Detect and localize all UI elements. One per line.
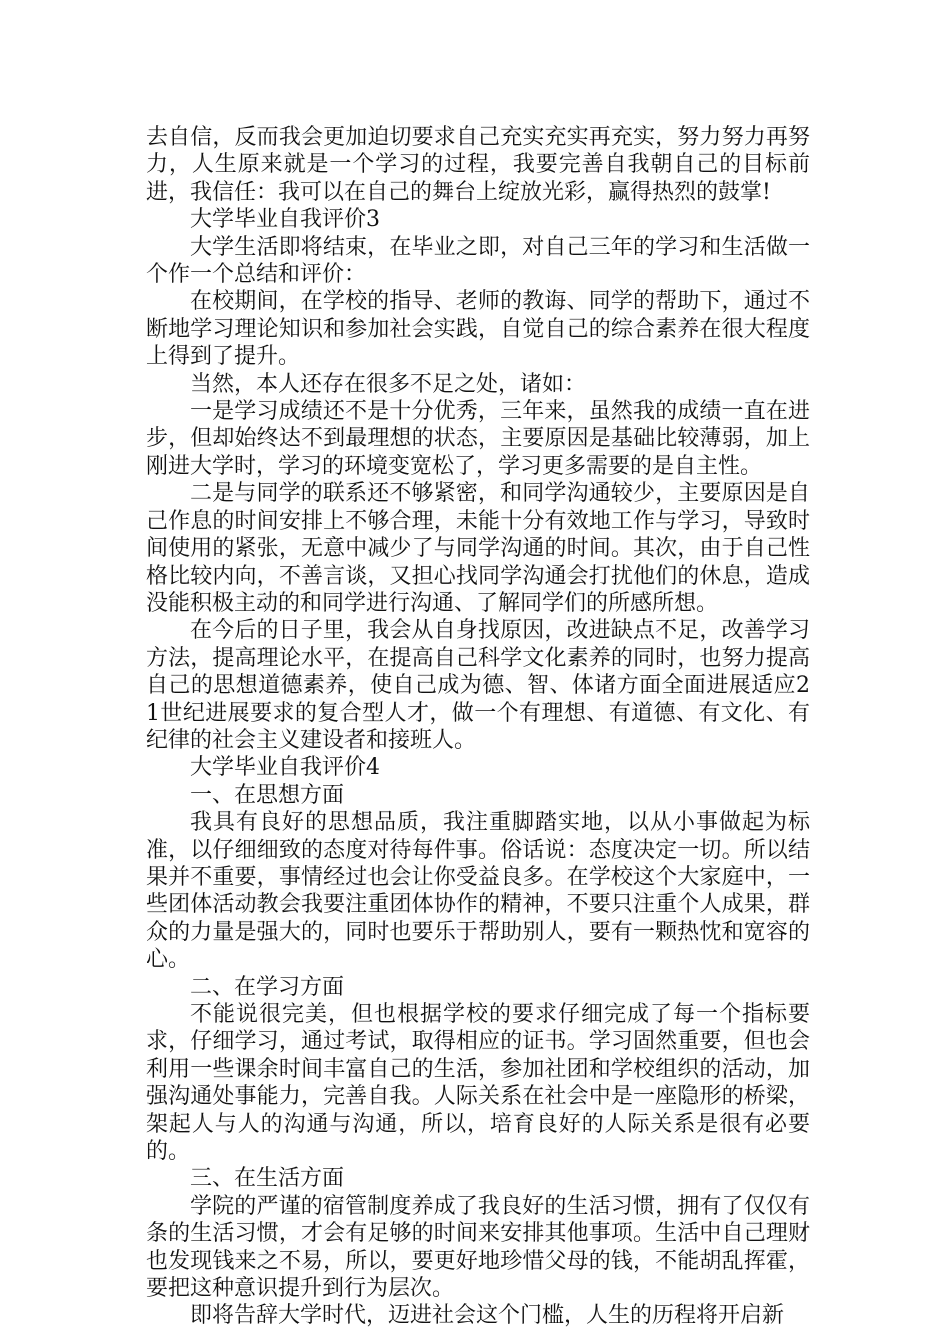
subsection-heading: 三、在生活方面 <box>190 1166 345 1192</box>
subsection-heading: 一、在思想方面 <box>190 782 345 808</box>
paragraph: 即将告辞大学时代，迈进社会这个门槛，人生的历程将开启新 <box>190 1303 785 1329</box>
paragraph: 不能说很完美，但也根据学校的要求仔细完成了每一个指标要求，仔细学习，通过考试，取得相应的证书。学习固然重要，但也会利用一些课余时间丰富自己的生活，参加社团和学校组织的活动，加强沟通处事能力，完善自我。人际关系在社会中是一座隐形的桥梁，架起人与人的沟通与沟通，所以，培育良好的人际关系是很有必要的。 <box>146 1002 810 1165</box>
subsection-heading: 二、在学习方面 <box>190 974 345 1000</box>
paragraph: 大学生活即将结束，在毕业之即，对自己三年的学习和生活做一个作一个总结和评价： <box>146 234 810 288</box>
paragraph: 当然，本人还存在很多不足之处，诸如： <box>190 371 587 397</box>
paragraph: 二是与同学的联系还不够紧密，和同学沟通较少，主要原因是自己作息的时间安排上不够合理，未能十分有效地工作与学习，导致时间使用的紧张，无意中减少了与同学沟通的时间。其次，由于自己性格比较内向，不善言谈，又担心找同学沟通会打扰他们的休息，造成没能积极主动的和同学进行沟通、了解同学们的所感所想。 <box>146 481 810 616</box>
paragraph: 我具有良好的思想品质，我注重脚踏实地，以从小事做起为标准，以仔细细致的态度对待每件事。俗话说：态度决定一切。所以结果并不重要，事情经过也会让你受益良多。在学校这个大家庭中，一些团体活动教会我要注重团体协作的精神，不要只注重个人成果，群众的力量是强大的，同时也要乐于帮助别人，要有一颗热忱和宽容的心。 <box>146 810 810 973</box>
section-heading: 大学毕业自我评价4 <box>190 755 380 781</box>
paragraph: 一是学习成绩还不是十分优秀，三年来，虽然我的成绩一直在进步，但却始终达不到最理想的状态，主要原因是基础比较薄弱，加上刚进大学时，学习的环境变宽松了，学习更多需要的是自主性。 <box>146 399 810 479</box>
paragraph: 在校期间，在学校的指导、老师的教诲、同学的帮助下，通过不断地学习理论知识和参加社会实践，自觉自己的综合素养在很大程度上得到了提升。 <box>146 289 810 370</box>
document-body <box>146 124 810 1330</box>
paragraph: 在今后的日子里，我会从自身找原因，改进缺点不足，改善学习方法，提高理论水平，在提高自己科学文化素养的同时，也努力提高自己的思想道德素养，使自己成为德、智、体诸方面全面进展适应21世纪进展要求的复合型人才，做一个有理想、有道德、有文化、有纪律的社会主义建设者和接班人。 <box>146 618 810 753</box>
paragraph: 学院的严谨的宿管制度养成了我良好的生活习惯，拥有了仅仅有条的生活习惯，才会有足够的时间来安排其他事项。生活中自己理财也发现钱来之不易，所以，要更好地珍惜父母的钱，不能胡乱挥霍，要把这种意识提升到行为层次。 <box>146 1193 810 1302</box>
paragraph: 去自信，反而我会更加迫切要求自己充实充实再充实，努力努力再努力，人生原来就是一个学习的过程，我要完善自我朝自己的目标前进，我信任：我可以在自己的舞台上绽放光彩，赢得热烈的鼓掌! <box>146 125 810 205</box>
section-heading: 大学毕业自我评价3 <box>190 207 380 233</box>
